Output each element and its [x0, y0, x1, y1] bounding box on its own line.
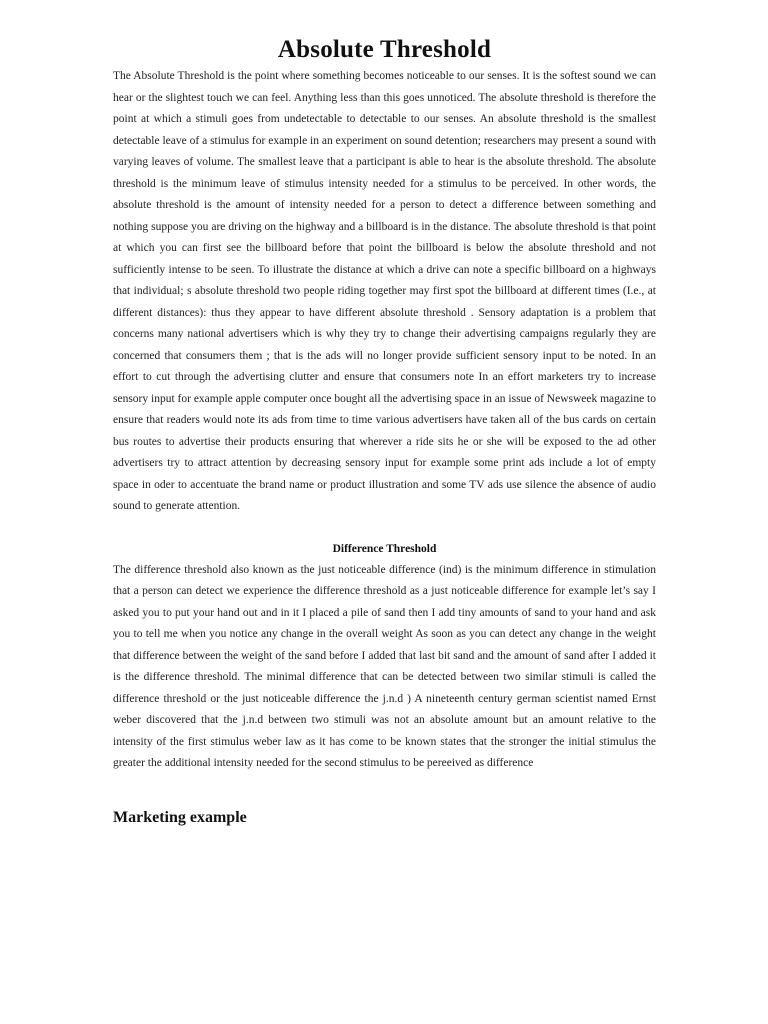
document-page: [113, 34, 656, 829]
page-title: Absolute Threshold: [277, 36, 492, 63]
absolute-threshold-paragraph: The Absolute Threshold is the point where something becomes noticeable to our senses. It is the softest sound we can hear or the slightest touch we can feel. Anything less than this goes unnoticed. The absolute threshold is therefore the point at which a stimuli goes from undetectable to detectable to our senses. An absolute threshold is the smallest detectable leave of a stimulus for example in an experiment on sound detention; researchers may present a sound with varying leaves of volume. The smallest leave that a participant is able to hear is the absolute threshold. The absolute threshold is the minimum leave of stimulus intensity needed for a stimulus to be perceived. In other words, the absolute threshold is the amount of intensity needed for a person to detect a difference between something and nothing suppose you are driving on the highway and a billboard is in the distance. The absolute threshold is that point at which you can first see the billboard before that point the billboard is below the absolute threshold and not sufficiently intense to be seen. To illustrate the distance at which a drive can note a specific billboard on a highways that individual; s absolute threshold two people riding together may first spot the billboard at different times (I.e., at different distances): thus they appear to have different absolute threshold . Sensory adaptation is a problem that concerns many national advertisers which is why they try to change their advertising campaigns regularly they are concerned that consumers them ; that is the ads will no longer provide sufficient sensory input to be noted. In an effort to cut through the advertising clutter and ensure that consumers note In an effort marketers try to increase sensory input for example apple computer once bought all the advertising space in an issue of Newsweek magazine to ensure that readers would note its ads from time to time various advertisers have taken all of the bus cards on certain bus routes to advertise their products ensuring that wherever a ride sits he or she will be exposed to the ad other advertisers try to attract attention by decreasing sensory input for example some print ads include a lot of empty space in oder to accentuate the brand name or product illustration and some TV ads use silence the absence of audio sound to generate attention.: [113, 70, 656, 512]
marketing-example-heading: Marketing example: [113, 808, 247, 826]
difference-threshold-heading: Difference Threshold: [332, 542, 437, 555]
difference-threshold-paragraph: The difference threshold also known as the just noticeable difference (ind) is the minimum difference in stimulation that a person can detect we experience the difference threshold as a just noticeable difference for example let’s say I asked you to put your hand out and in it I placed a pile of sand then I add tiny amounts of sand to your hand and ask you to tell me when you notice any change in the overall weight As soon as you can detect any change in the weight that difference between the weight of the sand before I added that last bit sand and the amount of sand after I added it is the difference threshold. The minimal difference that can be detected between two similar stimuli is called the difference threshold or the just noticeable difference the j.n.d ) A nineteenth century german scientist named Ernst weber discovered that the j.n.d between two stimuli was not an absolute amount but an amount relative to the intensity of the first stimulus weber law as it has come to be known states that the stronger the initial stimulus the greater the additional intensity needed for the second stimulus to be pereeived as difference: [113, 563, 656, 769]
